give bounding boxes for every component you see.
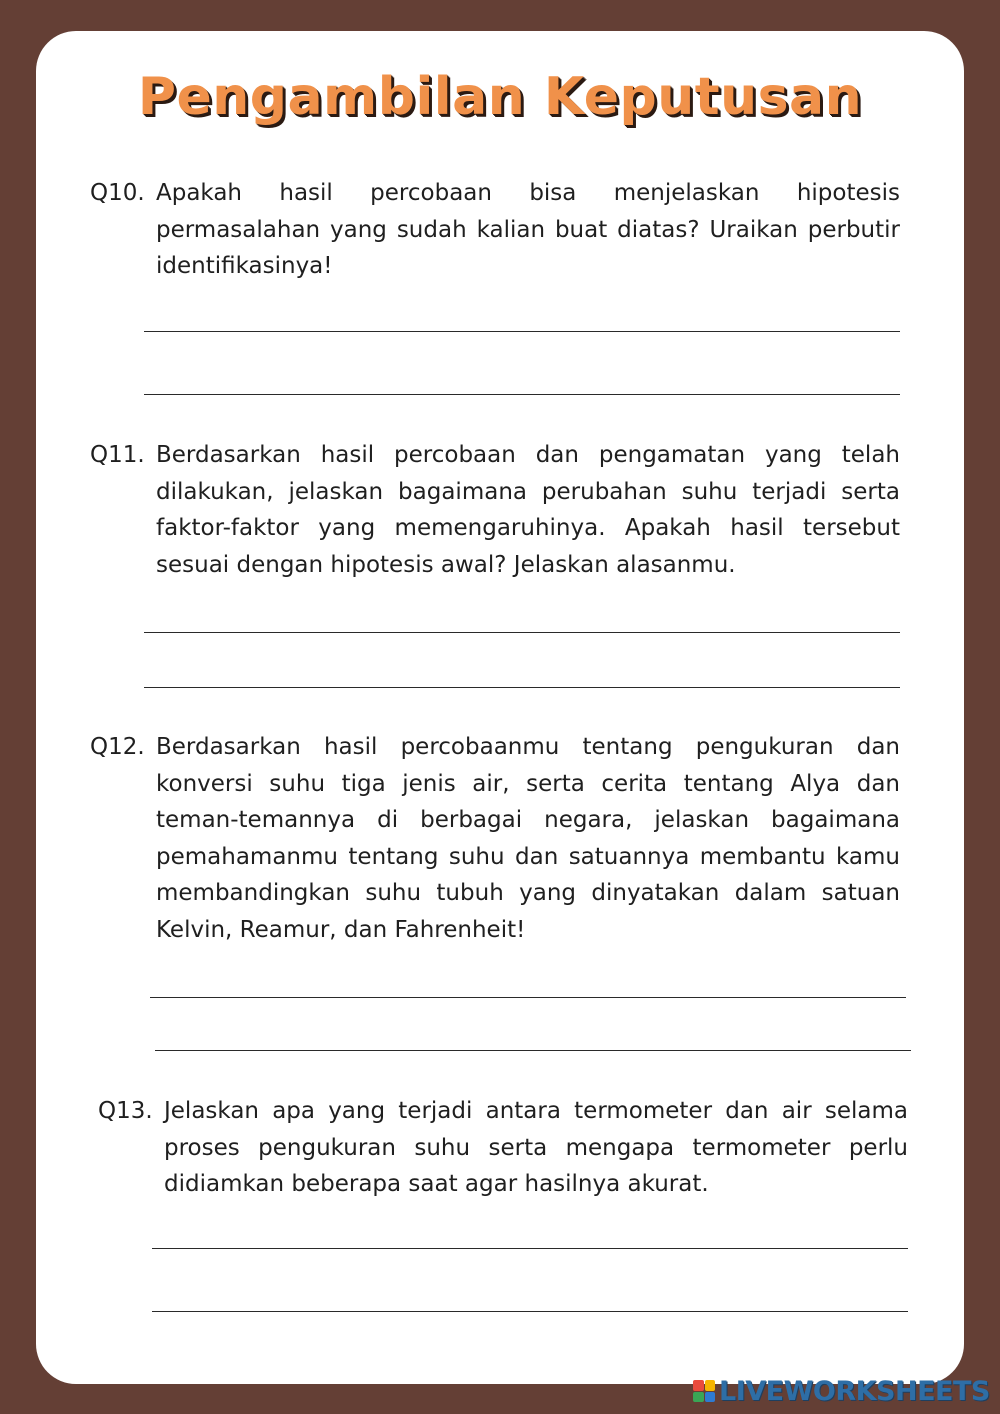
question-text: Berdasarkan hasil percobaan dan pengamatan yang telah dilakukan, jelaskan bagaimana perubahan suhu terjadi serta faktor-faktor yang memengaruhinya. Apakah hasil tersebut sesuai dengan hipotesis awal? Jelaskan alasanmu. [156,442,900,578]
question-number: Q10. [90,180,145,206]
answer-line-q10-2[interactable] [144,394,900,395]
page-title: Pengambilan Keputusan [137,67,863,127]
liveworksheets-brand[interactable] [693,1374,990,1408]
question-number: Q13. [98,1098,153,1124]
answer-line-q13-2[interactable] [152,1311,908,1312]
brand-name: LIVEWORKSHEETS [719,1375,990,1407]
question-number: Q11. [90,442,145,468]
answer-line-q12-1[interactable] [150,997,906,998]
answer-line-q11-2[interactable] [144,687,900,688]
answer-line-q13-1[interactable] [152,1248,908,1249]
question-q10 [90,175,900,285]
answer-line-q10-1[interactable] [144,331,900,332]
question-text: Apakah hasil percobaan bisa menjelaskan hipotesis permasalahan yang sudah kalian buat diatas? Uraikan perbutir identifikasinya! [156,180,900,280]
question-number: Q12. [90,734,145,760]
question-q11 [90,437,900,583]
answer-line-q11-1[interactable] [144,632,900,633]
question-q12 [90,729,900,949]
answer-line-q12-2[interactable] [155,1050,911,1051]
question-text: Jelaskan apa yang terjadi antara termometer dan air selama proses pengukuran suhu serta mengapa termometer perlu didiamkan beberapa saat agar hasilnya akurat. [164,1098,908,1198]
liveworksheets-logo-icon [693,1380,715,1402]
question-q13 [98,1093,908,1203]
question-text: Berdasarkan hasil percobaanmu tentang pengukuran dan konversi suhu tiga jenis air, serta cerita tentang Alya dan teman-temannya di berbagai negara, jelaskan bagaimana pemahamanmu tentang suhu dan satuannya membantu kamu membandingkan suhu tubuh yang dinyatakan dalam satuan Kelvin, Reamur, dan Fahrenheit! [156,734,900,943]
